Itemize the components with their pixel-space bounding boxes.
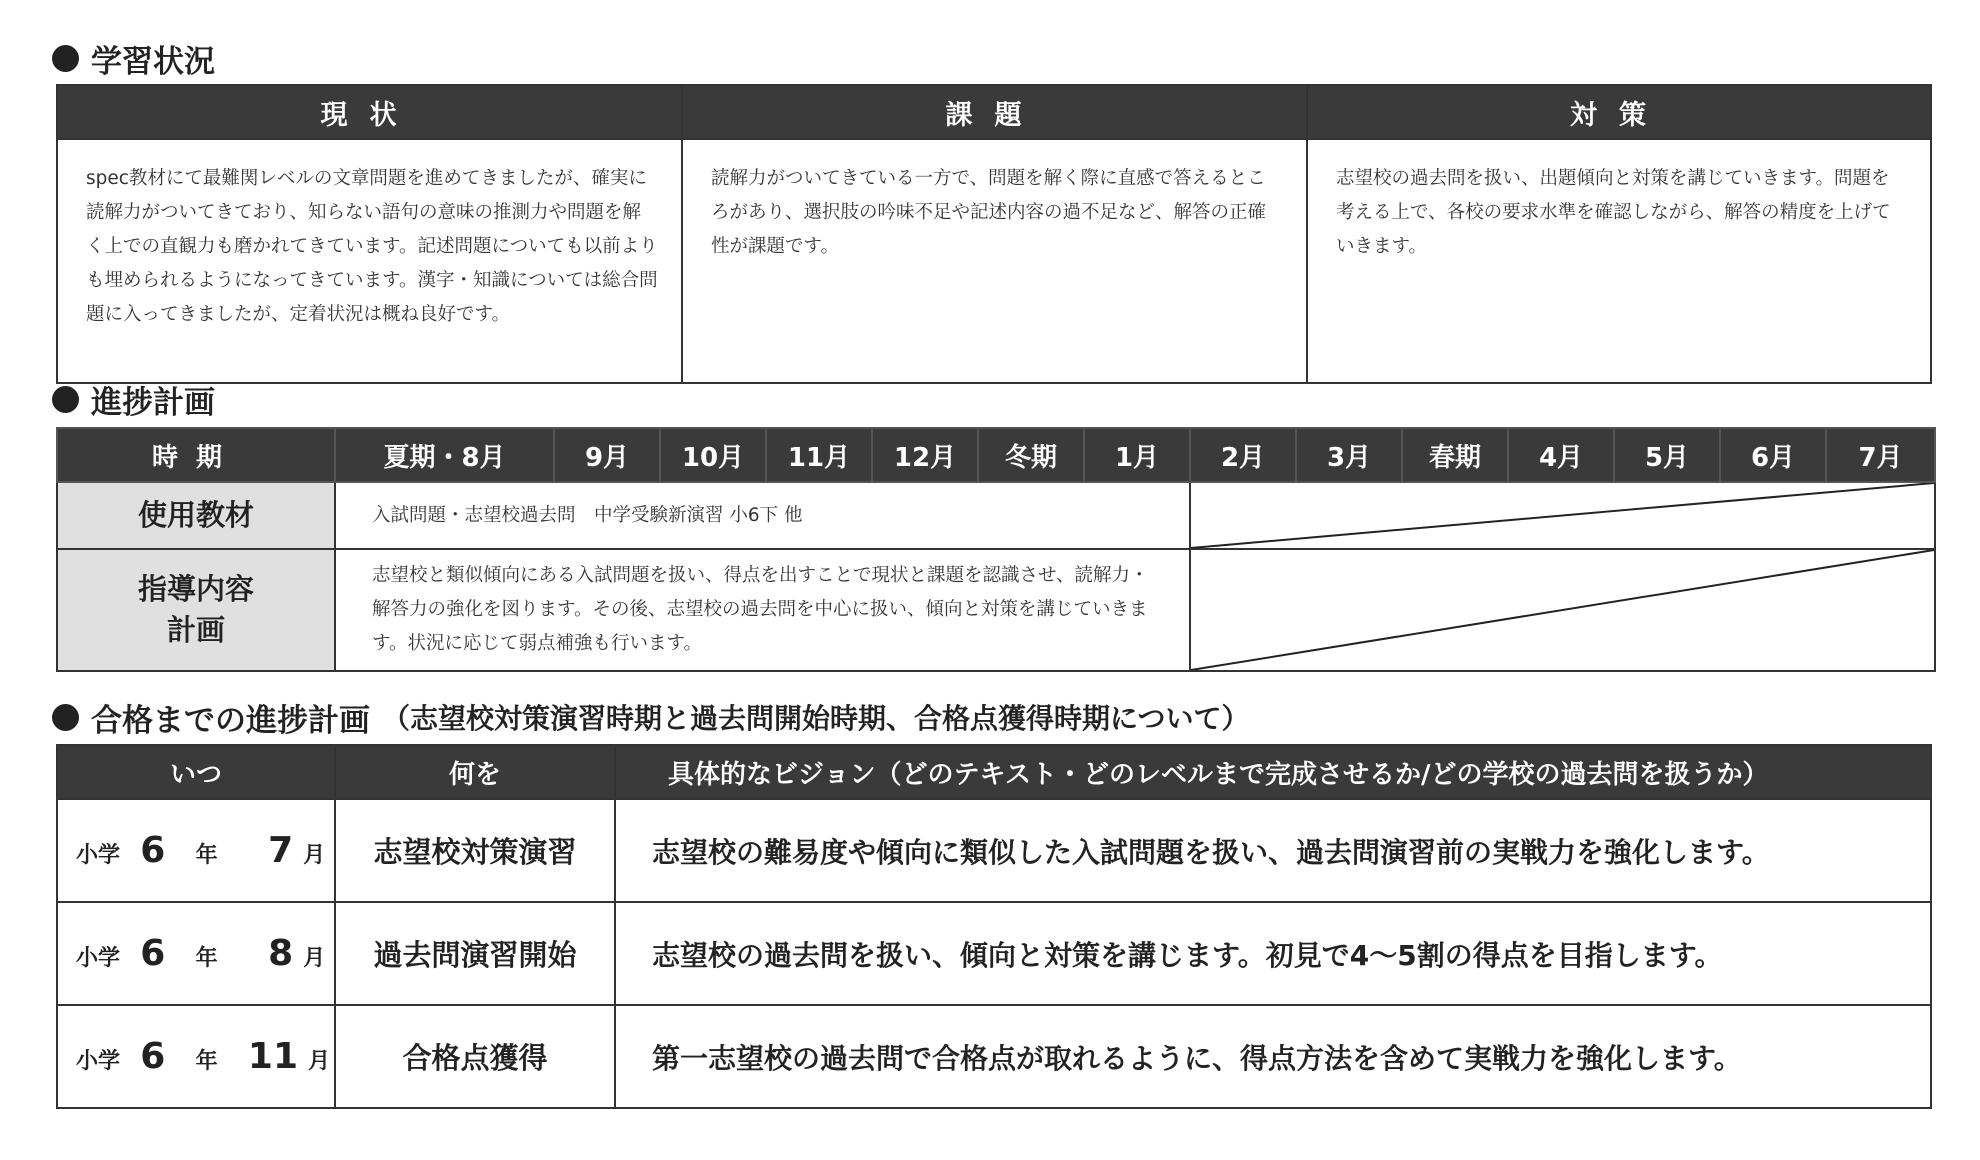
header-may: 5月 (1614, 428, 1720, 482)
header-dec: 12月 (872, 428, 978, 482)
section-title-progress-plan (52, 379, 215, 419)
when-cell (57, 1005, 335, 1108)
bullet-icon (52, 45, 79, 72)
header-sep: 9月 (554, 428, 660, 482)
bullet-icon (52, 386, 79, 413)
header-when: いつ (57, 745, 335, 799)
table-row (57, 799, 1931, 902)
label-instruction-plan (57, 549, 335, 671)
what-cell: 過去問演習開始 (335, 902, 615, 1005)
section-title-text: 学習状況 (91, 43, 215, 80)
instruction-blank-cell (1190, 549, 1935, 671)
section-subtitle: （志望校対策演習時期と過去問開始時期、合格点獲得時期について） (382, 702, 1250, 735)
section-title-study-status (52, 38, 215, 78)
header-winter: 冬期 (978, 428, 1084, 482)
when-cell (57, 799, 335, 902)
what-cell: 合格点獲得 (335, 1005, 615, 1108)
year-label: 年 (195, 843, 218, 868)
year-label: 年 (195, 1049, 218, 1074)
issue-text: 読解力がついてきている一方で、問題を解く際に直感で答えるところがあり、選択肢の吟味不足や記述内容の過不足など、解答の正確性が課題です。 (682, 139, 1307, 383)
header-jun: 6月 (1720, 428, 1826, 482)
materials-blank-cell (1190, 482, 1935, 549)
header-vision: 具体的なビジョン（どのテキスト・どのレベルまで完成させるか/どの学校の過去問を扱うか） (615, 745, 1931, 799)
label-line-1: 指導内容 (137, 572, 254, 606)
month-value: 7 (268, 830, 294, 871)
month-label: 月 (308, 1049, 331, 1074)
month-label: 月 (303, 843, 326, 868)
pass-plan-table (56, 744, 1932, 1109)
grade-value: 6 (140, 830, 166, 871)
progress-plan-table (56, 427, 1936, 672)
instruction-content: 志望校と類似傾向にある入試問題を扱い、得点を出すことで現状と課題を認識させ、読解力・解答力の強化を図ります。その後、志望校の過去問を中心に扱い、傾向と対策を講じていきます。状況に応じて弱点補強も行います。 (335, 549, 1190, 671)
section-title-pass-plan (52, 697, 1249, 737)
year-label: 年 (195, 946, 218, 971)
header-what: 何を (335, 745, 615, 799)
header-mar: 3月 (1296, 428, 1402, 482)
header-period: 時期 (57, 428, 335, 482)
bullet-icon (52, 704, 79, 731)
header-oct: 10月 (660, 428, 766, 482)
header-feb: 2月 (1190, 428, 1296, 482)
grade-prefix: 小学 (76, 1049, 121, 1074)
header-issue: 課題 (682, 85, 1307, 139)
materials-content: 入試問題・志望校過去問 中学受験新演習 小6下 他 (335, 482, 1190, 549)
label-line-2: 計画 (166, 613, 225, 647)
header-jul: 7月 (1826, 428, 1935, 482)
header-spring: 春期 (1402, 428, 1508, 482)
header-summer-aug: 夏期・8月 (335, 428, 554, 482)
header-nov: 11月 (766, 428, 872, 482)
vision-cell: 志望校の難易度や傾向に類似した入試問題を扱い、過去問演習前の実戦力を強化します。 (615, 799, 1931, 902)
grade-value: 6 (140, 933, 166, 974)
measure-text: 志望校の過去問を扱い、出題傾向と対策を講じていきます。問題を考える上で、各校の要求水準を確認しながら、解答の精度を上げていきます。 (1307, 139, 1931, 383)
header-jan: 1月 (1084, 428, 1190, 482)
section-title-text: 合格までの進捗計画 (91, 702, 370, 739)
header-measure: 対策 (1307, 85, 1931, 139)
label-materials: 使用教材 (57, 482, 335, 549)
when-cell (57, 902, 335, 1005)
diagonal-line (1191, 550, 1934, 670)
table-row (57, 902, 1931, 1005)
month-label: 月 (303, 946, 326, 971)
grade-value: 6 (140, 1036, 166, 1077)
current-status-text: spec教材にて最難関レベルの文章問題を進めてきましたが、確実に読解力がついてきており、知らない語句の意味の推測力や問題を解く上での直観力も磨かれてきています。記述問題についても以前よりも埋められるようになってきています。漢字・知識については総合問題に入ってきましたが、定着状況は概ね良好です。 (57, 139, 682, 383)
section-title-text: 進捗計画 (91, 384, 215, 421)
month-value: 8 (268, 933, 294, 974)
header-apr: 4月 (1508, 428, 1614, 482)
table-row (57, 1005, 1931, 1108)
grade-prefix: 小学 (76, 946, 121, 971)
header-current: 現状 (57, 85, 682, 139)
what-cell: 志望校対策演習 (335, 799, 615, 902)
study-status-table (56, 84, 1932, 384)
vision-cell: 第一志望校の過去問で合格点が取れるように、得点方法を含めて実戦力を強化します。 (615, 1005, 1931, 1108)
month-value: 11 (247, 1036, 298, 1077)
diagonal-line (1191, 483, 1934, 548)
grade-prefix: 小学 (76, 843, 121, 868)
vision-cell: 志望校の過去問を扱い、傾向と対策を講じます。初見で4〜5割の得点を目指します。 (615, 902, 1931, 1005)
